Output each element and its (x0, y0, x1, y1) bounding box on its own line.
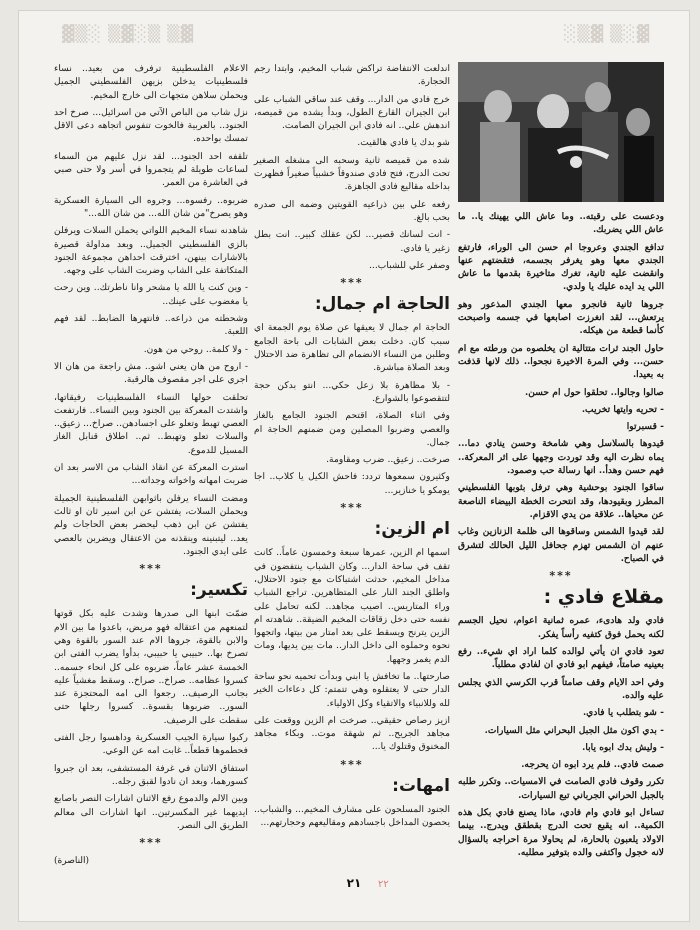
paragraph: رفعه علي بين ذراعيه القويتين وضمه الى صدره بحب بالغ. (254, 198, 450, 223)
paragraph: اندلعت الانتفاضة تراكض شباب المخيم، وابتدا رجم الحجارة. (254, 63, 450, 88)
paragraph: - انت لسانك قصير... لكن عقلك كبير.. انت بطل زغير يا فادي. (254, 229, 450, 254)
paragraph: ركبوا سيارة الجيب العسكرية وداهسوا رجل الفتى فحطموها قطعاً.. غابت امه عن الوعي. (54, 732, 248, 757)
paragraph: ودعست على رقبته.. وما عاش اللي يهينك يا.. ما عاش اللي يضربك. (458, 211, 664, 236)
photo-illustration (458, 62, 664, 202)
paragraph: - تحريه وايتها تخريب. (581, 403, 664, 415)
paragraph: الاعلام الفلسطينية ترفرف من بعيد.. نساء فلسطينيات يدخلن بزيهن الفلسطيني الجميل ويحملن سلاهن متجهات الى خارج المخيم. (54, 63, 248, 101)
page-number: ٢١ (346, 876, 362, 890)
paragraph: تدافع الجندي وعروجا ام حسن الى الوراء، فارتفع الجندي معها وهو يغرفر بجسمه، فتقضتهم عنها وانقضت عليه ثانية، تغرك متاخيرة بقدمها ما عاش اللي يد ايده عليك يا ولدي. (458, 241, 664, 293)
column-right (458, 62, 664, 858)
column-left (54, 62, 248, 867)
paragraph: تساءل ابو فادي وام فادي، ماذا يصنع فادي بكل هذه الكمية.. انه يقبع تحت الدرج بقطقق ويدرج.. بينما الاولاد يلعبون بالحارة، لم يحاولا مرة احراجه بالسؤال لانه خجول واكتفى والده بتوفير مطلبه. (458, 806, 664, 858)
section-separator: *** (340, 501, 364, 515)
section-heading: الحاجة ام جمال: (314, 294, 450, 315)
paragraph: ضمّت ابنها الى صدرها وشدت عليه بكل قوتها لتمنعهم من اعتقاله فهو مريض، باعدوا ما بين الام والابن بالقوة، جروها الام عند السور بالقوة وهي تصرخ بها.. حبيبي يا حبيبي، بدأوا يضرب الفتى ابن الخمسة عشر عاماً، ضربوه على كل انحاء جسمه.. كسروا عظامه.. صراخ.. صراخ.. وسقط مغشياً عليه بجانب الرصيف.. رجعوا الى امه المحتجزة عند السور.. ضربوها بقسوة.. كسروا رجلها حتى سقطت على الرصيف. (54, 608, 248, 726)
paragraph: صمت فادي.. فلم يرد ابوه ان يحرجه. (521, 759, 664, 771)
paragraph: - وليش بدك ابوه يابا. (582, 741, 664, 753)
article-photo (458, 62, 664, 202)
paragraph: وصفر علي للشباب... (369, 259, 450, 271)
paragraph: صارحتها.. ما تخافش يا ابني وبدأت تحميه نحو ساحة الدار حتى لا يعتقلوه وهي تتمتم: كل دعاءات الخير لله وللانبياء والاتقياء وكل الاولياء. (254, 670, 450, 709)
paragraph: وبين الالم والدموع رفع الاثنان اشارات النصر باصابع ايديهما غير المكسرتين.. انها اشارات الى معالم الطريق الى النصر. (54, 793, 248, 831)
section-separator: *** (549, 569, 573, 583)
column-middle (254, 62, 450, 852)
section-separator: *** (340, 276, 364, 290)
section-separator: *** (139, 562, 163, 576)
paragraph: وفي احد الايام وقف صامتاً قرب الكرسي الذي يجلس عليه والده. (458, 676, 664, 701)
bleed-through-header-left: ▓▒░ ▒▓░▒ ▒▓ (62, 24, 194, 43)
bleed-through-page-number: ٢٢ (378, 879, 389, 890)
paragraph: ضربوه.. رفسوه... وجروه الى السيارة العسكرية وهو يصرخ"من شان الله... من شان الله..." (54, 194, 248, 219)
paragraph: ومضت النساء يرفلن باثوابهن الفلسطينية الجميلة ويحملن السلات، يفتشن عن ابن اسير ثان او ثالث يفتشن عن ابن ذهب ليحضر بعض الحاجات ولم يعد.. ليتبنينه وينقذنه من الاعتقال ويضربن بالعصي على ايدي الجنود. (54, 492, 248, 557)
paragraph: ساقوا الجنود بوحشية وهي ترفل بثوبها الفلسطيني المطرز وبقيودها، وقد انتحرت الخطة البيضاء الناصعة عن محياها.. علاقة من يدي الاقزام. (458, 482, 664, 520)
paragraph: قيدوها بالسلاسل وهي شامخة وحسن ينادي دما... يماه نظرت اليه وقد توردت وجهها على اثر المعركة.. فهم حسن وهدأ.. انها رسالة حب وصمود. (458, 438, 664, 477)
paragraph: - قسبرتوا (626, 421, 664, 433)
paragraph: تكرر وقوف فادي الصامت في الامسيات.. وتكرر طلبه بالجبل الحراني الجرباني تبع السيارات. (458, 776, 664, 801)
paragraph: جروها ثانية فانجرو معها الجندي المذعور وهو يرتعش... لقد انغرزت اصابعها في جسمه واصبحت كأنما قطعة من هيكله. (458, 298, 664, 337)
paragraph: تلقفه احد الجنود... لقد نزل عليهم من السماء لساعات طويلة لم يتجمروا في أسر ولا حتى صبي في العاشرة من العمر. (54, 150, 248, 189)
paragraph: ازيز رصاص حقيقي.. صرخت ام الزين ووقعت على مجاهد الجريح.. ثم شهقة موت.. وبكاء مجاهد المخنوق وقتلوك يا... (254, 714, 450, 753)
paragraph: فادي ولد هادىء، عمره ثمانية اعوام، نحيل الجسم لكنه يحمل فوق كتفيه رأساً يفكر. (458, 615, 664, 640)
paragraph: وفي اثناء الصلاة، اقتحم الجنود الجامع بالغاز والعصي وضربوا المصلين ومن ضمنهم الحاجة ام جمال. (254, 410, 450, 448)
paragraph: لقد قيدوا الشمس وساقوها الى ظلمة الزنازين وغاب عنهم ان الشمس تهزم جحافل الليل الحالك لتشرق في الصباح. (458, 526, 664, 564)
paragraph: استرت المعركة عن انقاذ الشاب من الاسر بعد ان ضربت امهاته واخواته وجداته... (54, 462, 248, 487)
paragraph: اسمها ام الزين، عمرها سبعة وخمسون عاماً.. كانت تقف في ساحة الدار... وكان الشباب ينتفضون في مداخل المخيم، حدثت اشتباكات مع جنود الاحتلال، واطلق الجند النار على المتظاهرين. تراجع الشباب وراء المتاريس.. اصيب مجاهد.. لكنه تحامل على نفسه حتى دخل زقاقات المخيم الضيقة.. شاهدته ام الزين يترنح ويسقط على بعد امتار من بيتها، واتجهوا نحوه وحملوه الى داخل الدار.. مات بين يديها، ومات الدم يغمر وجهها. (254, 547, 450, 665)
paragraph: شده من قميصه ثانية وسحبه الى مشغله الصغير تحت الدرج، فتح فادي صندوقاً خشبياً صغيراً فظهرت بداخله مقاليع فادي الجاهزة. (254, 154, 450, 193)
bleed-through-header-right: ░▒▓ ▒░▓ (564, 24, 650, 43)
paragraph: - وين كنت يا الله يا مشحر وانا ناطرتك.. وين رحت يا مغضوب على عينك.. (54, 282, 248, 307)
section-heading: تكسير: (190, 580, 248, 601)
paragraph: - شو بتطلب يا فادي. (582, 707, 664, 719)
paragraph: - بلا مظاهرة بلا زعل حكي... انتو بدكن حجة لتتقصوعوا بالشوارع. (254, 379, 450, 404)
section-heading: مقلاع فادي : (543, 586, 664, 609)
paragraph: استفاق الاثنان في غرفة المستشفى، بعد ان جبروا كسورهما، وبعد ان نادوا لقبق رجله.. (54, 762, 248, 787)
paragraph: الجنود المسلحون على مشارف المخيم... والشباب.. يحصون المداخل باجسادهم ومقاليعهم وحجارتهم... (254, 804, 450, 829)
paragraph: - ولا كلمة.. روحي من هون. (143, 343, 248, 355)
section-separator: *** (139, 836, 163, 850)
paragraph: - اروح من هان يعني اشو.. مش راجعة من هان الا اجري على اجر مقصوف هالرقبة. (54, 360, 248, 386)
paragraph: تعود فادي ان يأتي لوالده كلما اراد اي شيء.. رفع بعينيه صامتاً، فيفهم ابو فادي ان لفادي مطلباً. (458, 646, 664, 671)
paragraph: الحاجة ام جمال لا يعيقها عن صلاة يوم الجمعة اي سبب كان. دخلت بعض الشابات الى باحة الجامع وطلبن من النساء الانضمام الى تظاهرة ضد الاحتلال وبعد الصلاة مباشرة. (254, 322, 450, 374)
section-separator: *** (340, 757, 364, 771)
paragraph: حاول الجند ثرات متتالية ان يخلصوه من ورطته مع ام حسن... وفي المرة الاخيرة نجحوا.. ذلك لانها قذفت به بعيدا. (458, 342, 664, 381)
paragraph: - بدي اكون مثل الجبل البحراني مثل السيارات. (484, 724, 664, 736)
section-heading: امهات: (392, 776, 450, 797)
paragraph: نزل شاب من الباص الآتي من اسرائيل... صرخ احد الجنود.. بالعربية فالخوت تنفوس اتجاهه دعى الاقل تمسك بواحده. (54, 106, 248, 145)
author-signature: (الناصرة) (54, 856, 90, 867)
paragraph: شاهدنه نساء المخيم اللواتي يحملن السلات ويرفلن بالزي الفلسطيني الجميل.. وبعد مداولة قصيرة بالاشارات بينهن، اخترقت احداهن مجموعة الجنود المتكاتفة على الشاب وضربت الشاب على وجهه. (54, 225, 248, 277)
paragraph: خرج فادي من الدار... وقف عند ساقي الشباب على ابن الجيران القارع الطول، وبدأ يشده من قميصه، اندهش علي.. انه فادي ابن الجيران الصامت. (254, 93, 450, 132)
paragraph: شو بدك يا فادي هالقيت. (357, 137, 450, 149)
paragraph: صرخت.. زعيق.. ضرب ومقاومة. (326, 454, 450, 466)
paragraph: وكثيرون سمعوها تردد: فاحش الكيل يا كلاب.. اجا يومكو يا خنازير... (254, 471, 450, 496)
paragraph: وشحطته من ذراعه.. فانتهرها الضابط.. لقد فهم اللعبة. (54, 313, 248, 338)
paragraph: تحلقت حولها النساء الفلسطينيات رفيقاتها، واشتدت المعركة بين الجنود وبين النساء.. فارتفعت العصي تهبط وتعلو على اجسادهن.. صراخ... زعيق.. والسلات تعلو وتهبط.. ثم.. اطلاق قنابل الغاز المسيل للدموع. (54, 391, 248, 456)
magazine-page (18, 10, 690, 922)
paragraph: صالوا وجالوا.. تحلقوا حول ام حسن. (525, 386, 664, 398)
section-heading: ام الزين: (374, 519, 450, 540)
